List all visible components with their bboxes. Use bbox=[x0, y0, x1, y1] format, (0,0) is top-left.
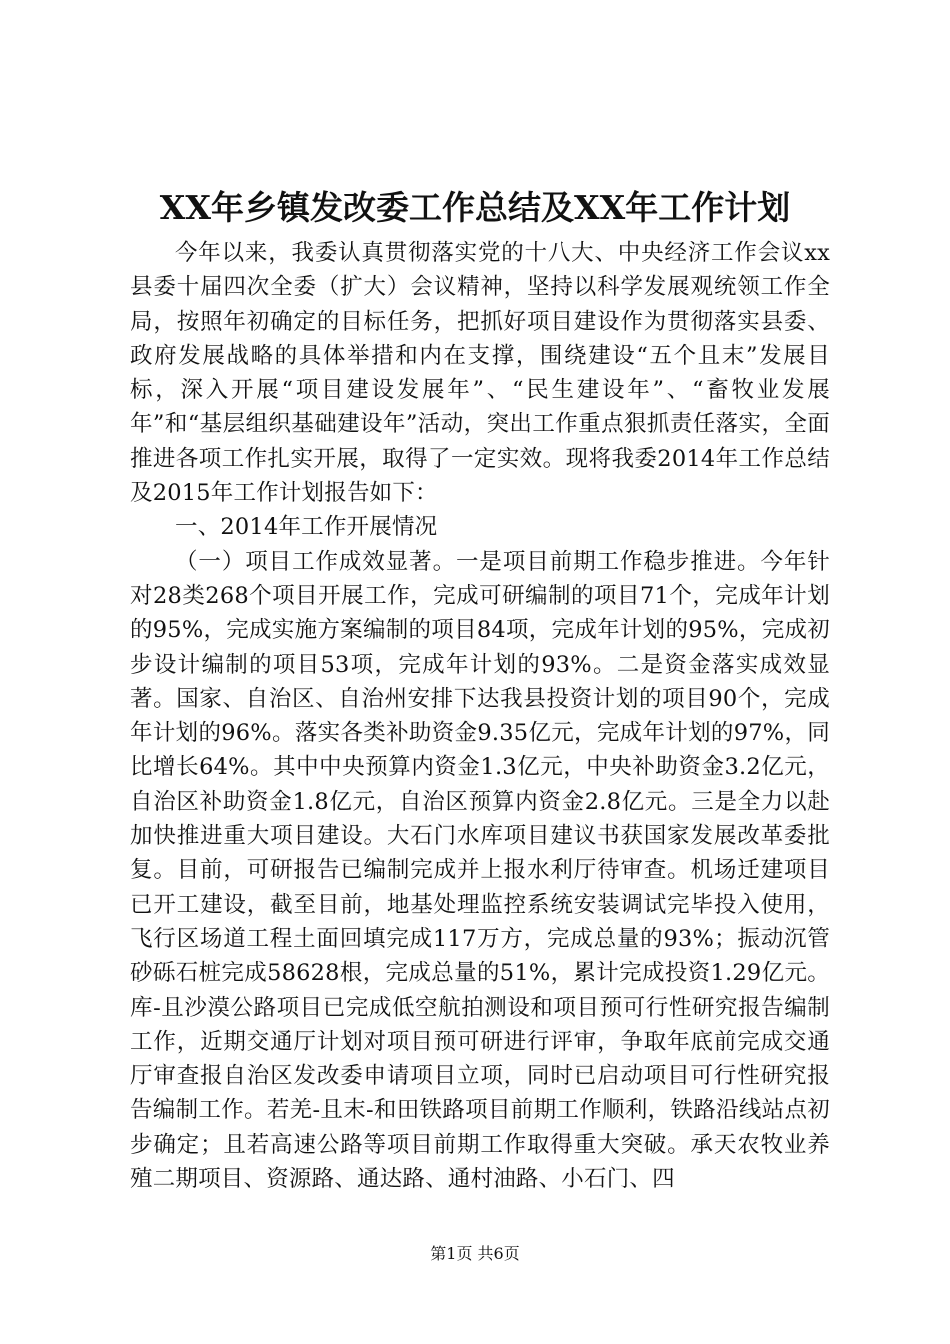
document-body bbox=[130, 236, 830, 1196]
section-heading: 一、2014年工作开展情况 bbox=[175, 514, 438, 541]
page-footer: 第1页 共6页 bbox=[430, 1244, 520, 1263]
document-title: XX年乡镇发改委工作总结及XX年工作计划 bbox=[159, 188, 791, 227]
section-paragraph: （一）项目工作成效显著。一是项目前期工作稳步推进。今年针对28类268个项目开展工作，完成可研编制的项目71个，完成年计划的95%，完成实施方案编制的项目84项，完成年计划的95%，完成初步设计编制的项目53项，完成年计划的93%。二是资金落实成效显著。国家、自治区、自治州安排下达我县投资计划的项目90个，完成年计划的96%。落实各类补助资金9.35亿元，完成年计划的97%，同比增长64%。其中中央预算内资金1.3亿元，中央补助资金3.2亿元，自治区补助资金1.8亿元，自治区预算内资金2.8亿元。三是全力以赴加快推进重大项目建设。大石门水库项目建议书获国家发展改革委批复。目前，可研报告已编制完成并上报水利厅待审查。机场迁建项目已开工建设，截至目前，地基处理监控系统安装调试完毕投入使用，飞行区场道工程土面回填完成117万方，完成总量的93%；振动沉管砂砾石桩完成58628根，完成总量的51%，累计完成投资1.29亿元。库-且沙漠公路项目已完成低空航拍测设和项目预可行性研究报告编制工作，近期交通厅计划对项目预可研进行评审，争取年底前完成交通厅审查报自治区发改委申请项目立项，同时已启动项目可行性研究报告编制工作。若羌-且末-和田铁路项目前期工作顺利，铁路沿线站点初步确定；且若高速公路等项目前期工作取得重大突破。承天农牧业养殖二期项目、资源路、通达路、通村油路、小石门、四 bbox=[130, 548, 830, 1193]
intro-paragraph: 今年以来，我委认真贯彻落实党的十八大、中央经济工作会议xx县委十届四次全委（扩大）会议精神，坚持以科学发展观统领工作全局，按照年初确定的目标任务，把抓好项目建设作为贯彻落实县委、政府发展战略的具体举措和内在支撑，围绕建设“五个且末”发展目标，深入开展“项目建设发展年”、“民生建设年”、“畜牧业发展年”和“基层组织基础建设年”活动，突出工作重点狠抓责任落实，全面推进各项工作扎实开展，取得了一定实效。现将我委2014年工作总结及2015年工作计划报告如下： bbox=[130, 240, 830, 507]
